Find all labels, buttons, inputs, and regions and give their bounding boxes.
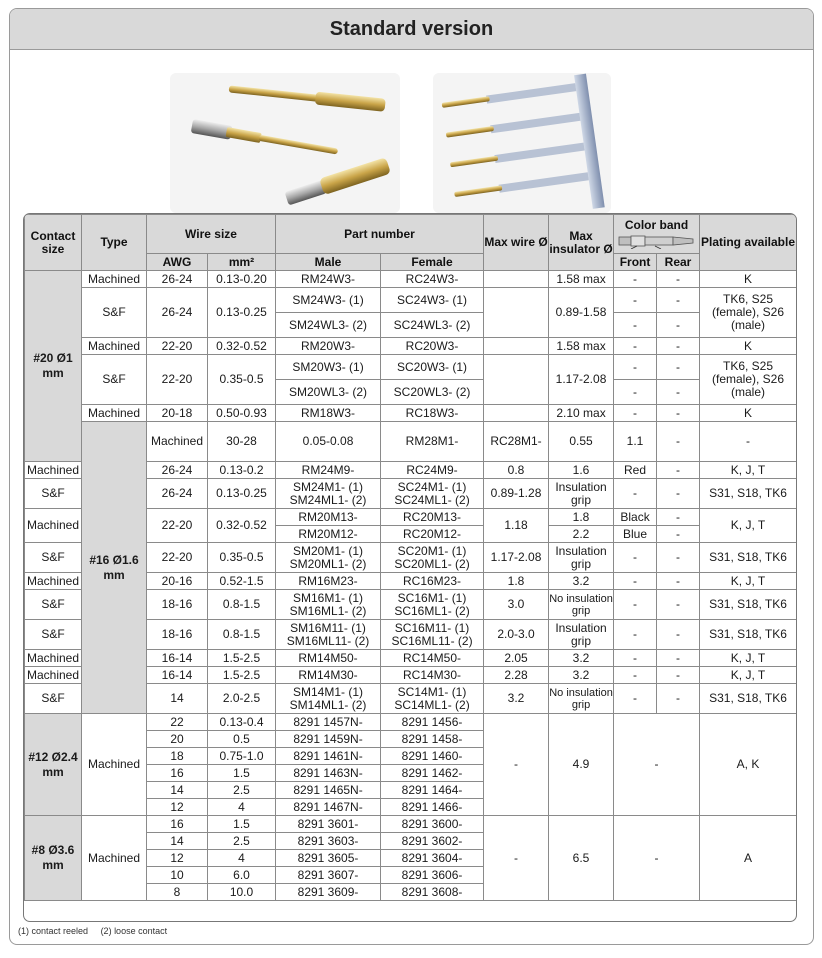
cell-awg: 18-16 bbox=[147, 590, 208, 620]
header-contact-size: Contact size bbox=[25, 215, 82, 271]
cell-max-insulator: 3.2 bbox=[549, 573, 614, 590]
cell-rear: - bbox=[657, 338, 700, 355]
cell-male: SM20WL3- (2) bbox=[276, 380, 381, 405]
cell-max-insulator: 6.5 bbox=[549, 816, 614, 901]
cell-female: SC24WL3- (2) bbox=[381, 313, 484, 338]
cell-rear: - bbox=[657, 271, 700, 288]
color-band-contact-icon bbox=[617, 233, 697, 249]
cell-awg: 20 bbox=[147, 731, 208, 748]
cell-male: 8291 3609- bbox=[276, 884, 381, 901]
cell-mm2: 0.13-0.4 bbox=[208, 714, 276, 731]
cell-rear: - bbox=[657, 462, 700, 479]
cell-awg: 16-14 bbox=[147, 667, 208, 684]
cell-max-insulator: 1.8 bbox=[549, 509, 614, 526]
cell-female bbox=[381, 479, 484, 509]
header-color-band bbox=[614, 215, 700, 254]
cell-male: RM28M1- bbox=[381, 422, 484, 462]
cell-plating: K, J, T bbox=[700, 462, 797, 479]
cell-color-band: - bbox=[614, 714, 700, 816]
cell-max-insulator: 1.1 bbox=[614, 422, 657, 462]
cell-max-wire bbox=[484, 355, 549, 405]
cell-male bbox=[276, 620, 381, 650]
cell-max-insulator: No insulation grip bbox=[549, 590, 614, 620]
female-part-b: SC24ML1- (2) bbox=[394, 492, 470, 507]
cell-male: SM24W3- (1) bbox=[276, 288, 381, 313]
cell-plating: S31, S18, TK6 bbox=[700, 543, 797, 573]
cell-male: 8291 1467N- bbox=[276, 799, 381, 816]
cell-male: 8291 1459N- bbox=[276, 731, 381, 748]
cell-plating: K bbox=[700, 338, 797, 355]
cell-mm2: 0.5 bbox=[208, 731, 276, 748]
footnote-loose: (2) loose contact bbox=[100, 926, 168, 936]
cell-awg: 26-24 bbox=[147, 479, 208, 509]
cell-male bbox=[276, 684, 381, 714]
group-size-16: #16 Ø1.6 mm bbox=[82, 422, 147, 714]
cell-mm2: 2.0-2.5 bbox=[208, 684, 276, 714]
cell-female: SC20W3- (1) bbox=[381, 355, 484, 380]
cell-male: RM14M30- bbox=[276, 667, 381, 684]
cell-female: RC14M50- bbox=[381, 650, 484, 667]
cell-mm2: 0.13-0.25 bbox=[208, 479, 276, 509]
cell-mm2: 0.13-0.20 bbox=[208, 271, 276, 288]
cell-type: S&F bbox=[25, 543, 82, 573]
male-part-a: SM20M1- (1) bbox=[293, 543, 364, 558]
cell-female: RC28M1- bbox=[484, 422, 549, 462]
group-size-20: #20 Ø1 mm bbox=[25, 271, 82, 462]
table-row bbox=[25, 288, 797, 313]
female-part-b: SC20ML1- (2) bbox=[394, 556, 470, 571]
cell-type: S&F bbox=[25, 684, 82, 714]
cell-female: RC16M23- bbox=[381, 573, 484, 590]
cell-awg: 22 bbox=[147, 714, 208, 731]
cell-rear: - bbox=[657, 313, 700, 338]
cell-max-wire: 3.2 bbox=[484, 684, 549, 714]
cell-awg: 12 bbox=[147, 799, 208, 816]
page-title: Standard version bbox=[10, 9, 813, 50]
cell-plating: K, J, T bbox=[700, 650, 797, 667]
cell-male: RM24W3- bbox=[276, 271, 381, 288]
male-part-b: SM16ML11- (2) bbox=[286, 633, 370, 648]
cell-male: SM24WL3- (2) bbox=[276, 313, 381, 338]
cell-male: RM20M13- bbox=[276, 509, 381, 526]
cell-male bbox=[276, 590, 381, 620]
cell-type: Machined bbox=[82, 271, 147, 288]
cell-mm2: 2.5 bbox=[208, 782, 276, 799]
cell-rear: - bbox=[657, 479, 700, 509]
cell-plating: K, J, T bbox=[700, 573, 797, 590]
cell-rear: - bbox=[657, 288, 700, 313]
table-row bbox=[25, 405, 797, 422]
cell-female: 8291 3600- bbox=[381, 816, 484, 833]
header-max-wire: Max wire Ø bbox=[484, 215, 549, 271]
cell-rear: - bbox=[657, 650, 700, 667]
cell-max-wire: 0.89-1.28 bbox=[484, 479, 549, 509]
cell-male: 8291 3601- bbox=[276, 816, 381, 833]
cell-awg: 12 bbox=[147, 850, 208, 867]
cell-max-insulator: 4.9 bbox=[549, 714, 614, 816]
cell-max-wire: 0.55 bbox=[549, 422, 614, 462]
cell-rear: - bbox=[657, 405, 700, 422]
cell-female: SC24W3- (1) bbox=[381, 288, 484, 313]
cell-male: 8291 1463N- bbox=[276, 765, 381, 782]
cell-front: - bbox=[614, 590, 657, 620]
cell-mm2: 0.13-0.2 bbox=[208, 462, 276, 479]
cell-max-wire: - bbox=[484, 816, 549, 901]
cell-female: RC20M12- bbox=[381, 526, 484, 543]
cell-front: - bbox=[614, 288, 657, 313]
cell-female: RC20M13- bbox=[381, 509, 484, 526]
cell-type: S&F bbox=[82, 355, 147, 405]
female-part-b: SC14ML1- (2) bbox=[394, 697, 470, 712]
cell-type: Machined bbox=[25, 650, 82, 667]
cell-awg: 16 bbox=[147, 816, 208, 833]
cell-mm2: 0.52-1.5 bbox=[208, 573, 276, 590]
cell-max-insulator: 1.58 max bbox=[549, 271, 614, 288]
cell-mm2: 2.5 bbox=[208, 833, 276, 850]
cell-front: - bbox=[614, 684, 657, 714]
cell-max-insulator: 3.2 bbox=[549, 667, 614, 684]
cell-plating: TK6, S25 (female), S26 (male) bbox=[700, 355, 797, 405]
cell-awg: 16 bbox=[147, 765, 208, 782]
cell-rear: - bbox=[700, 422, 797, 462]
cell-male bbox=[276, 543, 381, 573]
table-row bbox=[25, 338, 797, 355]
cell-awg: 14 bbox=[147, 684, 208, 714]
header-type: Type bbox=[82, 215, 147, 271]
contacts-table bbox=[23, 213, 797, 922]
cell-male: 8291 1465N- bbox=[276, 782, 381, 799]
stamped-contacts-photo bbox=[433, 73, 611, 213]
cell-max-insulator: 0.89-1.58 bbox=[549, 288, 614, 338]
group-size-8: #8 Ø3.6 mm bbox=[25, 816, 82, 901]
cell-mm2: 1.5 bbox=[208, 765, 276, 782]
cell-awg: 30-28 bbox=[208, 422, 276, 462]
cell-female: 8291 1460- bbox=[381, 748, 484, 765]
cell-front: - bbox=[614, 650, 657, 667]
cell-female: 8291 3606- bbox=[381, 867, 484, 884]
header-wire-size: Wire size bbox=[147, 215, 276, 254]
header-max-insulator: Max insulator Ø bbox=[549, 215, 614, 271]
cell-mm2: 1.5-2.5 bbox=[208, 667, 276, 684]
cell-plating: S31, S18, TK6 bbox=[700, 590, 797, 620]
cell-rear: - bbox=[657, 509, 700, 526]
cell-female: RC24W3- bbox=[381, 271, 484, 288]
cell-mm2: 4 bbox=[208, 850, 276, 867]
cell-front: - bbox=[614, 271, 657, 288]
header-front: Front bbox=[614, 254, 657, 271]
cell-max-wire bbox=[484, 271, 549, 288]
cell-max-wire: 2.05 bbox=[484, 650, 549, 667]
cell-female: RC14M30- bbox=[381, 667, 484, 684]
header-male: Male bbox=[276, 254, 381, 271]
female-part-b: SC16ML1- (2) bbox=[394, 603, 470, 618]
cell-front: Blue bbox=[614, 526, 657, 543]
cell-max-wire: 0.8 bbox=[484, 462, 549, 479]
cell-awg: 20-18 bbox=[147, 405, 208, 422]
cell-male: RM16M23- bbox=[276, 573, 381, 590]
cell-type: Machined bbox=[82, 405, 147, 422]
cell-mm2: 1.5 bbox=[208, 816, 276, 833]
cell-mm2: 4 bbox=[208, 799, 276, 816]
cell-male: 8291 1461N- bbox=[276, 748, 381, 765]
cell-female: 8291 1462- bbox=[381, 765, 484, 782]
cell-front: - bbox=[614, 573, 657, 590]
header-part-number: Part number bbox=[276, 215, 484, 254]
cell-max-insulator: Insulation grip bbox=[549, 543, 614, 573]
cell-awg: 26-24 bbox=[147, 271, 208, 288]
header-mm2: mm² bbox=[208, 254, 276, 271]
cell-male: RM20W3- bbox=[276, 338, 381, 355]
cell-max-insulator: 1.58 max bbox=[549, 338, 614, 355]
cell-front: - bbox=[614, 620, 657, 650]
header-female: Female bbox=[381, 254, 484, 271]
cell-front: - bbox=[614, 543, 657, 573]
cell-female bbox=[381, 684, 484, 714]
cell-awg: 26-24 bbox=[147, 462, 208, 479]
table-row bbox=[25, 355, 797, 380]
cell-plating: K bbox=[700, 405, 797, 422]
cell-plating: A, K bbox=[700, 714, 797, 816]
cell-rear: - bbox=[657, 380, 700, 405]
cell-awg: 22-20 bbox=[147, 509, 208, 543]
cell-rear: - bbox=[657, 573, 700, 590]
cell-plating: K, J, T bbox=[700, 667, 797, 684]
table-row bbox=[25, 714, 797, 731]
cell-max-wire bbox=[484, 288, 549, 338]
cell-rear: - bbox=[657, 620, 700, 650]
cell-rear: - bbox=[657, 667, 700, 684]
female-part-a: SC14M1- (1) bbox=[397, 684, 467, 699]
cell-awg: 18 bbox=[147, 748, 208, 765]
cell-type: Machined bbox=[25, 573, 82, 590]
cell-max-insulator: 1.17-2.08 bbox=[549, 355, 614, 405]
male-part-a: SM16M1- (1) bbox=[293, 590, 364, 605]
cell-max-wire: 1.17-2.08 bbox=[484, 543, 549, 573]
cell-max-wire: 2.28 bbox=[484, 667, 549, 684]
cell-awg: 14 bbox=[147, 833, 208, 850]
cell-front: Red bbox=[614, 462, 657, 479]
cell-mm2: 0.8-1.5 bbox=[208, 590, 276, 620]
cell-mm2: 10.0 bbox=[208, 884, 276, 901]
header-rear: Rear bbox=[657, 254, 700, 271]
cell-front: Black bbox=[614, 509, 657, 526]
cell-male: SM20W3- (1) bbox=[276, 355, 381, 380]
cell-mm2: 0.13-0.25 bbox=[208, 288, 276, 338]
female-part-a: SC24M1- (1) bbox=[397, 479, 467, 494]
cell-awg: 22-20 bbox=[147, 355, 208, 405]
male-part-b: SM24ML1- (2) bbox=[289, 492, 367, 507]
cell-awg: 22-20 bbox=[147, 338, 208, 355]
cell-mm2: 0.32-0.52 bbox=[208, 509, 276, 543]
female-part-b: SC16ML11- (2) bbox=[391, 633, 473, 648]
cell-max-insulator: 3.2 bbox=[549, 650, 614, 667]
cell-awg: 16-14 bbox=[147, 650, 208, 667]
cell-max-wire: 2.0-3.0 bbox=[484, 620, 549, 650]
table-row bbox=[25, 271, 797, 288]
cell-plating: TK6, S25 (female), S26 (male) bbox=[700, 288, 797, 338]
cell-max-wire: 1.18 bbox=[484, 509, 549, 543]
cell-female bbox=[381, 543, 484, 573]
table-row bbox=[25, 816, 797, 833]
cell-plating: K bbox=[700, 271, 797, 288]
cell-type: Machined bbox=[25, 667, 82, 684]
cell-type: Machined bbox=[25, 509, 82, 543]
cell-awg: 20-16 bbox=[147, 573, 208, 590]
cell-female: SC20WL3- (2) bbox=[381, 380, 484, 405]
cell-color-band: - bbox=[614, 816, 700, 901]
cell-max-wire: 1.8 bbox=[484, 573, 549, 590]
male-part-b: SM14ML1- (2) bbox=[289, 697, 367, 712]
cell-type: Machined bbox=[82, 816, 147, 901]
cell-front: - bbox=[614, 405, 657, 422]
cell-male: RM20M12- bbox=[276, 526, 381, 543]
cell-mm2: 6.0 bbox=[208, 867, 276, 884]
header-awg: AWG bbox=[147, 254, 208, 271]
cell-male: 8291 3607- bbox=[276, 867, 381, 884]
cell-front: - bbox=[614, 667, 657, 684]
female-part-a: SC16M1- (1) bbox=[397, 590, 467, 605]
cell-female: RC24M9- bbox=[381, 462, 484, 479]
cell-female bbox=[381, 590, 484, 620]
cell-type: Machined bbox=[25, 462, 82, 479]
cell-max-insulator: 2.2 bbox=[549, 526, 614, 543]
machined-contacts-photo bbox=[170, 73, 400, 213]
cell-max-insulator: 2.10 max bbox=[549, 405, 614, 422]
cell-plating: K, J, T bbox=[700, 509, 797, 543]
cell-female: 8291 1464- bbox=[381, 782, 484, 799]
cell-front: - bbox=[657, 422, 700, 462]
table-row bbox=[25, 422, 797, 462]
cell-plating: A bbox=[700, 816, 797, 901]
cell-type: S&F bbox=[25, 620, 82, 650]
cell-mm2: 1.5-2.5 bbox=[208, 650, 276, 667]
male-part-b: SM16ML1- (2) bbox=[289, 603, 367, 618]
cell-female: 8291 1458- bbox=[381, 731, 484, 748]
header-plating: Plating available bbox=[700, 215, 797, 271]
cell-male: 8291 3605- bbox=[276, 850, 381, 867]
male-part-a: SM24M1- (1) bbox=[293, 479, 364, 494]
cell-female: 8291 3602- bbox=[381, 833, 484, 850]
cell-type: Machined bbox=[82, 714, 147, 816]
cell-male: RM18W3- bbox=[276, 405, 381, 422]
cell-female: 8291 1466- bbox=[381, 799, 484, 816]
cell-rear: - bbox=[657, 526, 700, 543]
cell-max-wire: 3.0 bbox=[484, 590, 549, 620]
cell-male: RM24M9- bbox=[276, 462, 381, 479]
cell-max-wire bbox=[484, 405, 549, 422]
cell-awg: 22-20 bbox=[147, 543, 208, 573]
male-part-a: SM14M1- (1) bbox=[293, 684, 364, 699]
cell-male: 8291 1457N- bbox=[276, 714, 381, 731]
cell-max-insulator: Insulation grip bbox=[549, 620, 614, 650]
group-size-12: #12 Ø2.4 mm bbox=[25, 714, 82, 816]
cell-female: 8291 1456- bbox=[381, 714, 484, 731]
cell-female: RC18W3- bbox=[381, 405, 484, 422]
cell-front: - bbox=[614, 479, 657, 509]
male-part-a: SM16M11- (1) bbox=[290, 620, 366, 635]
cell-type: S&F bbox=[82, 288, 147, 338]
footnotes bbox=[18, 926, 177, 936]
cell-mm2: 0.35-0.5 bbox=[208, 355, 276, 405]
cell-mm2: 0.8-1.5 bbox=[208, 620, 276, 650]
cell-mm2: 0.50-0.93 bbox=[208, 405, 276, 422]
cell-type: S&F bbox=[25, 479, 82, 509]
cell-rear: - bbox=[657, 355, 700, 380]
cell-female bbox=[381, 620, 484, 650]
cell-male: RM14M50- bbox=[276, 650, 381, 667]
cell-max-insulator: 1.6 bbox=[549, 462, 614, 479]
cell-awg: 26-24 bbox=[147, 288, 208, 338]
cell-female: 8291 3604- bbox=[381, 850, 484, 867]
cell-type: Machined bbox=[82, 338, 147, 355]
cell-awg: 18-16 bbox=[147, 620, 208, 650]
cell-front: - bbox=[614, 338, 657, 355]
cell-type: Machined bbox=[147, 422, 208, 462]
cell-plating: S31, S18, TK6 bbox=[700, 620, 797, 650]
cell-male bbox=[276, 479, 381, 509]
cell-mm2: 0.35-0.5 bbox=[208, 543, 276, 573]
cell-max-insulator: Insulation grip bbox=[549, 479, 614, 509]
cell-front: - bbox=[614, 313, 657, 338]
cell-max-wire: - bbox=[484, 714, 549, 816]
cell-mm2: 0.75-1.0 bbox=[208, 748, 276, 765]
cell-female: 8291 3608- bbox=[381, 884, 484, 901]
cell-rear: - bbox=[657, 543, 700, 573]
cell-plating: S31, S18, TK6 bbox=[700, 684, 797, 714]
female-part-a: SC20M1- (1) bbox=[397, 543, 467, 558]
cell-mm2: 0.32-0.52 bbox=[208, 338, 276, 355]
cell-female: RC20W3- bbox=[381, 338, 484, 355]
cell-awg: 14 bbox=[147, 782, 208, 799]
cell-front: - bbox=[614, 355, 657, 380]
cell-front: - bbox=[614, 380, 657, 405]
cell-awg: 8 bbox=[147, 884, 208, 901]
cell-rear: - bbox=[657, 590, 700, 620]
male-part-b: SM20ML1- (2) bbox=[289, 556, 367, 571]
female-part-a: SC16M11- (1) bbox=[394, 620, 470, 635]
cell-mm2: 0.05-0.08 bbox=[276, 422, 381, 462]
cell-rear: - bbox=[657, 684, 700, 714]
footnote-reeled: (1) contact reeled bbox=[18, 926, 89, 936]
cell-max-insulator: No insulation grip bbox=[549, 684, 614, 714]
header-color-band-label: Color band bbox=[624, 218, 689, 232]
cell-male: 8291 3603- bbox=[276, 833, 381, 850]
cell-type: S&F bbox=[25, 590, 82, 620]
cell-plating: S31, S18, TK6 bbox=[700, 479, 797, 509]
cell-max-wire bbox=[484, 338, 549, 355]
cell-awg: 10 bbox=[147, 867, 208, 884]
